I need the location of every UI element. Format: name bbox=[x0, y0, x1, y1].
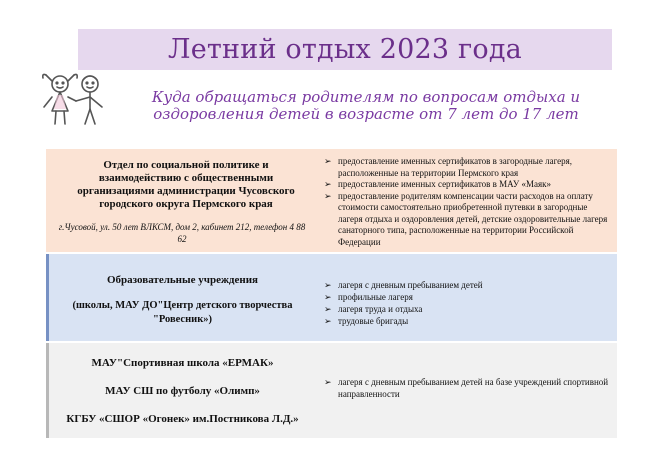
list-item: ➢ предоставление родителям компенсации части расходов на оплату стоимости самостоятельно приобретенной путевки в загородные лагеря отдыха и оздоровления детей, детские оздоровительные лагеря санаторного типа, расположенные на территории Российской Федерации bbox=[324, 190, 608, 247]
arrow-bullet-icon: ➢ bbox=[324, 280, 332, 290]
arrow-bullet-icon: ➢ bbox=[324, 304, 332, 314]
services-list bbox=[324, 377, 611, 400]
arrow-bullet-icon: ➢ bbox=[324, 190, 332, 201]
table-row-sports bbox=[46, 343, 617, 438]
arrow-bullet-icon: ➢ bbox=[324, 179, 332, 189]
list-item: ➢ предоставление именных сертификатов в загородные лагеря, расположенные на территории Пермского края bbox=[324, 156, 573, 178]
services-list bbox=[324, 279, 611, 327]
org-name: МАУ"Спортивная школа «ЕРМАК» bbox=[91, 357, 274, 369]
org-address: г.Чусовой, ул. 50 лет ВЛКСМ, дом 2, кабинет 212, телефон 4 88 62 bbox=[58, 222, 306, 244]
org-cell bbox=[46, 149, 316, 252]
list-item: ➢ лагеря с дневным пребыванием детей на базе учреждений спортивной направленности bbox=[324, 377, 609, 399]
list-item: ➢ предоставление именных сертификатов в МАУ «Маяк» bbox=[324, 179, 551, 189]
list-item: ➢ лагеря с дневным пребыванием детей bbox=[324, 280, 483, 290]
table-row-education bbox=[46, 254, 617, 341]
org-name: КГБУ «СШОР «Огонек» им.Постникова Л.Д.» bbox=[66, 413, 299, 425]
org-name: МАУ СШ по футболу «Олимп» bbox=[105, 385, 260, 397]
org-name: Отдел по социальной политике и взаимодействию с общественными организациями администрации Чусовского городского округа Пермского края bbox=[77, 159, 295, 210]
arrow-bullet-icon: ➢ bbox=[324, 316, 332, 326]
subtitle bbox=[116, 89, 616, 123]
org-cell bbox=[46, 254, 316, 341]
arrow-bullet-icon: ➢ bbox=[324, 377, 332, 387]
services-cell bbox=[316, 343, 617, 438]
services-cell bbox=[316, 149, 617, 252]
list-item: ➢ лагеря труда и отдыха bbox=[324, 304, 423, 314]
arrow-bullet-icon: ➢ bbox=[324, 292, 332, 302]
page-title: Летний отдых 2023 года bbox=[168, 34, 522, 65]
services-cell bbox=[316, 254, 617, 341]
subtitle-line-2: оздоровления детей в возрасте от 7 лет до 17 лет bbox=[153, 105, 579, 123]
list-item: ➢ трудовые бригады bbox=[324, 316, 409, 326]
org-details: (школы, МАУ ДО"Центр детского творчества "Ровесник») bbox=[72, 300, 293, 325]
arrow-bullet-icon: ➢ bbox=[324, 156, 332, 166]
org-name: Образовательные учреждения bbox=[107, 274, 258, 286]
services-list bbox=[324, 156, 611, 248]
subtitle-line-1: Куда обращаться родителям по вопросам отдыха и bbox=[151, 88, 581, 106]
table-row-social-policy bbox=[46, 149, 617, 252]
org-cell bbox=[46, 343, 316, 438]
list-item: ➢ профильные лагеря bbox=[324, 292, 413, 302]
children-holding-hands-drawing bbox=[34, 67, 116, 131]
